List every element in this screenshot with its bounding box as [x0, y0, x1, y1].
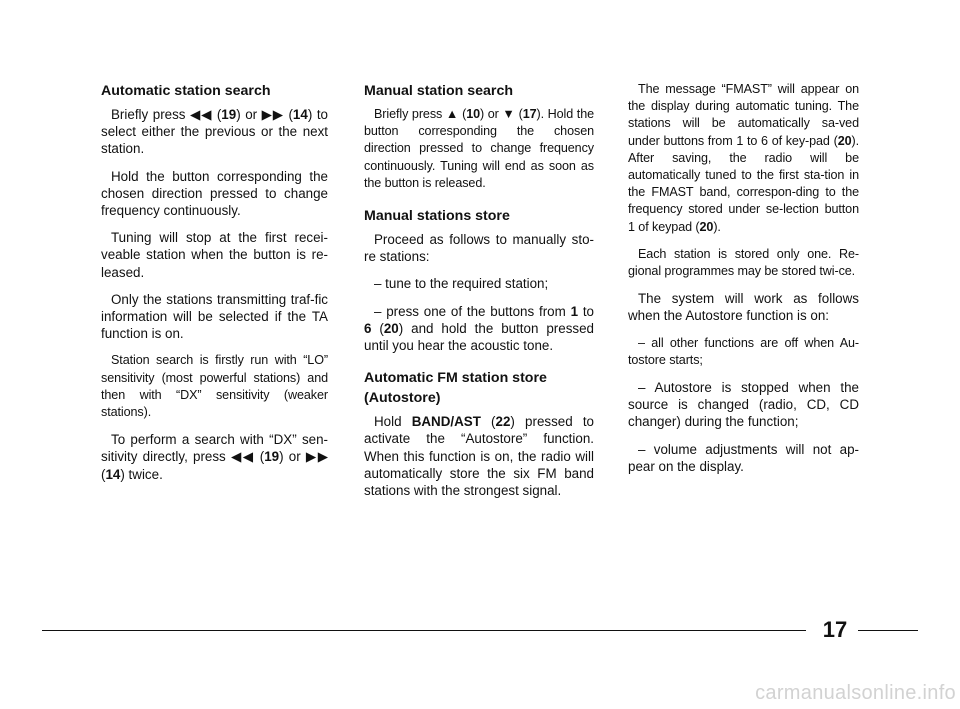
text: ) pressed to activate the “Autostore” function. When this function is on, the radio will automatically store the six FM band stations with the strongest signal. [364, 414, 594, 499]
paragraph: Hold the button corresponding the chosen direction pressed to change frequency continuously. [101, 168, 328, 219]
button-ref: 19 [264, 449, 280, 465]
text: ). [713, 219, 721, 234]
section-heading-autostore: Automatic FM station store (Autostore) [364, 370, 547, 407]
text: to [578, 303, 594, 319]
text: ( [101, 466, 106, 482]
button-ref: 22 [495, 414, 511, 430]
section-heading-manual-search: Manual station search [364, 83, 514, 99]
text: ). Hold the button corresponding the chosen direction pressed to change frequency continuously. Tuning will end as soon as the button is released. [364, 107, 594, 190]
rewind-icon: ◀◀ [230, 449, 255, 465]
text: ( [212, 107, 222, 122]
text: ) to select either the previous or the next station. [101, 107, 328, 157]
paragraph: – tune to the required station; [374, 276, 549, 292]
text: Hold [374, 414, 412, 430]
paragraph: Only the stations transmitting traf-fic information will be selected if the TA function is on. [101, 291, 328, 342]
text: The message “FMAST” will appear on the display during automatic tuning. The stations will be automatically sa-ved under buttons from 1 to 6 of key-pad ( [628, 82, 859, 148]
text: ) or [480, 107, 503, 121]
section-heading-manual-store: Manual stations store [364, 208, 510, 225]
text: ) or [236, 107, 262, 122]
text: ) twice. [120, 466, 163, 482]
text: Briefly press [111, 107, 191, 122]
button-ref: 20 [383, 320, 399, 336]
footer-divider-right [858, 630, 918, 631]
paragraph [364, 106, 594, 192]
paragraph: – Autostore is stopped when the source is changed (radio, CD, CD changer) during the function; [628, 380, 859, 430]
text: ) and hold the button pressed until you hear the acoustic tone. [364, 320, 594, 354]
text: ( [514, 107, 523, 121]
text: ( [283, 107, 293, 122]
watermark: carmanualsonline.info [755, 682, 956, 704]
text: ) or [279, 449, 306, 465]
paragraph: – volume adjustments will not ap-pear on the display. [628, 441, 859, 474]
text: – press one of the buttons from [374, 303, 571, 319]
button-ref: 14 [292, 107, 308, 122]
section-heading-automatic-search: Automatic station search [101, 83, 271, 99]
paragraph: – all other functions are off when Au-tostore starts; [628, 335, 859, 367]
column-right [628, 81, 859, 485]
paragraph: Station search is firstly run with “LO” sensitivity (most powerful stations) and then with “DX” sensitivity (weaker stations). [101, 353, 328, 420]
text: ( [254, 449, 265, 465]
paragraph [101, 431, 328, 483]
text: To perform a search with “DX” sen-sitivity directly, press [101, 432, 328, 465]
rewind-icon: ◀◀ [190, 107, 213, 122]
paragraph [364, 413, 594, 499]
arrow-up-icon: ▲ [445, 107, 459, 121]
paragraph: The system will work as follows when the Autostore function is on: [628, 291, 859, 324]
button-ref: 17 [522, 107, 537, 121]
paragraph: Tuning will stop at the first recei-veable station when the button is re-leased. [101, 230, 328, 280]
text: Briefly press [374, 107, 446, 121]
text: ( [458, 107, 467, 121]
text: ( [371, 320, 384, 336]
footer-divider-left [42, 630, 806, 631]
column-left [101, 81, 328, 493]
text: ). After saving, the radio will be automatically tuned to the first sta-tion in the FMAST band, correspon-ding to the frequency stored under se-lection button 1 of keypad ( [628, 133, 859, 234]
paragraph: Each station is stored only one. Re-gional programmes may be stored twi-ce. [628, 246, 859, 279]
column-middle [364, 81, 594, 509]
fast-forward-icon: ▶▶ [261, 107, 284, 122]
paragraph [628, 81, 859, 236]
paragraph [101, 106, 328, 158]
arrow-down-icon: ▼ [502, 107, 515, 121]
paragraph [364, 303, 594, 355]
button-ref: 6 [364, 320, 372, 336]
button-ref: 1 [570, 303, 579, 319]
text: ( [480, 414, 496, 430]
page-number: 17 [822, 617, 848, 642]
fast-forward-icon: ▶▶ [305, 449, 328, 465]
button-ref: 20 [699, 219, 714, 234]
button-ref: 10 [466, 107, 481, 121]
button-ref: 20 [837, 133, 852, 148]
button-ref: 14 [105, 466, 121, 482]
paragraph: Proceed as follows to manually sto-re stations: [364, 232, 594, 265]
button-ref: BAND/AST [411, 414, 481, 430]
button-ref: 19 [221, 107, 237, 122]
